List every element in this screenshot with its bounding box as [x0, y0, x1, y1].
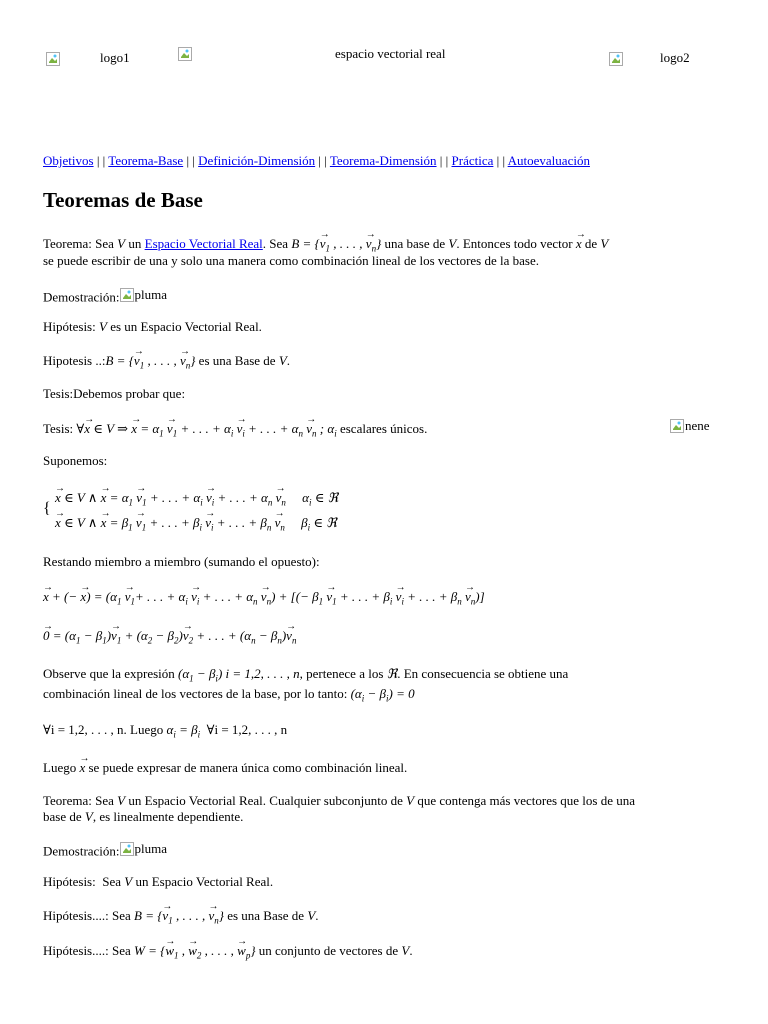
- nene-image: nene: [670, 418, 710, 434]
- broken-image-icon: [670, 419, 684, 433]
- hypothesis2: Hipotesis ..:B = {→ $v_1$ , . . . , → $v_n$} es una Base de V.: [43, 352, 290, 375]
- nav-separator: | |: [183, 153, 199, 168]
- nav-link-teorema-dimension[interactable]: Teorema-Dimensión: [329, 153, 437, 168]
- nav-separator: | |: [315, 153, 330, 168]
- nav-link-practica[interactable]: Práctica: [451, 153, 494, 168]
- nav-separator: | |: [436, 153, 452, 168]
- broken-image-icon: [609, 52, 623, 66]
- nav-link-teorema-base[interactable]: Teorema-Base: [108, 153, 184, 168]
- nav-bar: [43, 153, 590, 169]
- page-title: Teoremas de Base: [43, 188, 203, 212]
- observe-line1: Observe que la expresión $(\alpha_1 - \beta_i) i = 1,2$, . . . , n, pertenece a los ℜ. En consecuencia se obtiene una: [43, 666, 569, 684]
- hypothesis3: Hipótesis: Sea V un Espacio Vectorial Real.: [43, 874, 274, 889]
- hypothesis4: Hipótesis....: Sea B = {→ $v_1$ , . . . , → $v_n$} es una Base de V.: [43, 907, 319, 930]
- logo1-alt: logo1: [100, 50, 130, 65]
- restando: Restando miembro a miembro (sumando el opuesto):: [43, 554, 320, 569]
- nav-link-autoevaluacion[interactable]: Autoevaluación: [507, 153, 590, 168]
- broken-image-icon: [178, 47, 192, 61]
- nav-link-definicion-dimension[interactable]: Definición-Dimensión: [198, 153, 316, 168]
- observe-line2: combinación lineal de los vectores de la base, por lo tanto: $(\alpha_i - \beta_i) = 0$: [43, 686, 415, 704]
- equation-zero: → $0 = (\alpha_1 - \beta_1)\to v_1 + (\alpha_2 - \beta_2)\to v_2$ + . . . + $(\alpha_n - \beta_n)\to v_n$: [43, 627, 296, 650]
- suponemos: Suponemos:: [43, 453, 108, 468]
- system-line1: → x ∈ V ∧ → $x = \alpha_1 \to v_1$ + . . . + $\alpha_i \to v_i$ + . . . + $\alpha_n \to v_n$ $\alpha_i$ ∈ ℜ: [55, 489, 338, 512]
- nav-link-objetivos[interactable]: Objetivos: [43, 153, 94, 168]
- theorem2-line1: Teorema: Sea V un Espacio Vectorial Real. Cualquier subconjunto de V que contenga más vectores que los de una: [43, 793, 636, 808]
- theorem1-line1: Teorema: Sea V un Espacio Vectorial Real. Sea B = {→ $v_1$ , . . . , → $v_n$} una base de V. Entonces todo vector → x de V: [43, 235, 608, 258]
- title-image-alt: espacio vectorial real: [335, 46, 446, 61]
- nav-separator: | |: [493, 153, 508, 168]
- logo2-alt: logo2: [660, 50, 690, 65]
- brace: {: [43, 500, 51, 517]
- espacio-vectorial-link[interactable]: Espacio Vectorial Real: [144, 236, 263, 251]
- equation-difference: → x + (− → $x) = (\alpha_1 \to v_1+$ . . . + $\alpha_i \to v_i$ + . . . + $\alpha_n \to v_n$) + [(− $\beta_1 \to v_1$ + . . . + $\beta_i \to v_i$ + . . . + $\beta_n \to v_n$)]: [43, 588, 485, 611]
- broken-image-icon: [120, 842, 134, 856]
- demo2: Demostración: pluma: [43, 841, 168, 859]
- broken-image-icon: [120, 288, 134, 302]
- pluma-image: pluma: [120, 286, 168, 303]
- tesis: Tesis: ∀→ x ∈ V ⇒ → $x = \alpha_1 \to v_1$ + . . . + $\alpha_i \to v_i$ + . . . + $\alpha_n \to v_n$ ; $\alpha_i$ escalares únicos.: [43, 420, 427, 443]
- theorem1-line2: se puede escribir de una y solo una manera como combinación lineal de los vectores de la base.: [43, 253, 539, 268]
- theorem2-line2: base de V, es linealmente dependiente.: [43, 809, 244, 824]
- forall-line: ∀i = 1,2, . . . , n. Luego $\alpha_i = \beta_i$ ∀i = 1,2, . . . , n: [43, 722, 288, 740]
- broken-image-icon: [46, 52, 60, 66]
- tesis-intro: Tesis:Debemos probar que:: [43, 386, 186, 401]
- system-line2: → x ∈ V ∧ → $x = \beta_1 \to v_1$ + . . . + $\beta_i \to v_i$ + . . . + $\beta_n \to v_n$ $\beta_i$ ∈ ℜ: [55, 514, 337, 537]
- luego-line: Luego → x se puede expresar de manera única como combinación lineal.: [43, 759, 407, 776]
- nav-separator: | |: [93, 153, 109, 168]
- hypothesis5: Hipótesis....: Sea W = {→ $w_1$ , → $w_2$ , . . . , → $w_p$} un conjunto de vectores de V.: [43, 942, 413, 965]
- demo1: Demostración: pluma: [43, 287, 168, 305]
- pluma-image: pluma: [120, 840, 168, 857]
- hypothesis1: Hipótesis: V es un Espacio Vectorial Real.: [43, 319, 262, 334]
